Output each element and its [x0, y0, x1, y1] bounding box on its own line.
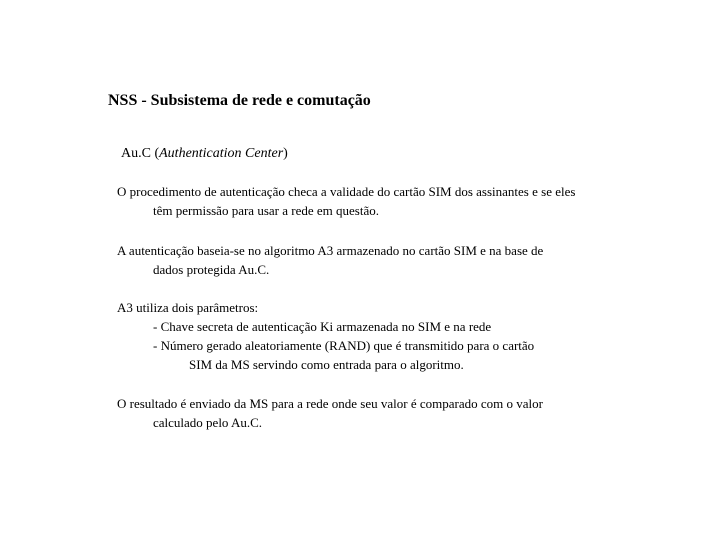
- paragraph-line: O resultado é enviado da MS para a rede onde seu valor é comparado com o valor: [117, 396, 543, 411]
- paragraph-a3-algorithm: [117, 241, 543, 279]
- paragraph-line: têm permissão para usar a rede em questão.: [153, 203, 379, 218]
- list-item: - Número gerado aleatoriamente (RAND) que é transmitido para o cartão: [153, 338, 535, 353]
- paragraph-line: calculado pelo Au.C.: [153, 415, 263, 430]
- paragraph-line: dados protegida Au.C.: [153, 262, 270, 277]
- section-heading-italic: Authentication Center: [159, 146, 284, 161]
- section-heading-suffix: ): [283, 146, 288, 161]
- paragraph-line: O procedimento de autenticação checa a validade do cartão SIM dos assinantes e se eles: [117, 184, 576, 199]
- list-item: - Chave secreta de autenticação Ki armazenada no SIM e na rede: [153, 319, 492, 334]
- paragraph-line: A autenticação baseia-se no algoritmo A3 armazenado no cartão SIM e na base de: [117, 243, 544, 258]
- paragraph-authentication-procedure: [117, 182, 575, 220]
- section-heading: [121, 146, 288, 162]
- list-item-continuation: SIM da MS servindo como entrada para o algoritmo.: [189, 357, 464, 372]
- page-title: NSS - Subsistema de rede e comutação: [108, 92, 371, 109]
- paragraph-a3-parameters: [117, 298, 534, 374]
- paragraph-line: A3 utiliza dois parâmetros:: [117, 300, 259, 315]
- section-heading-prefix: Au.C (: [121, 146, 160, 161]
- paragraph-result: [117, 394, 543, 432]
